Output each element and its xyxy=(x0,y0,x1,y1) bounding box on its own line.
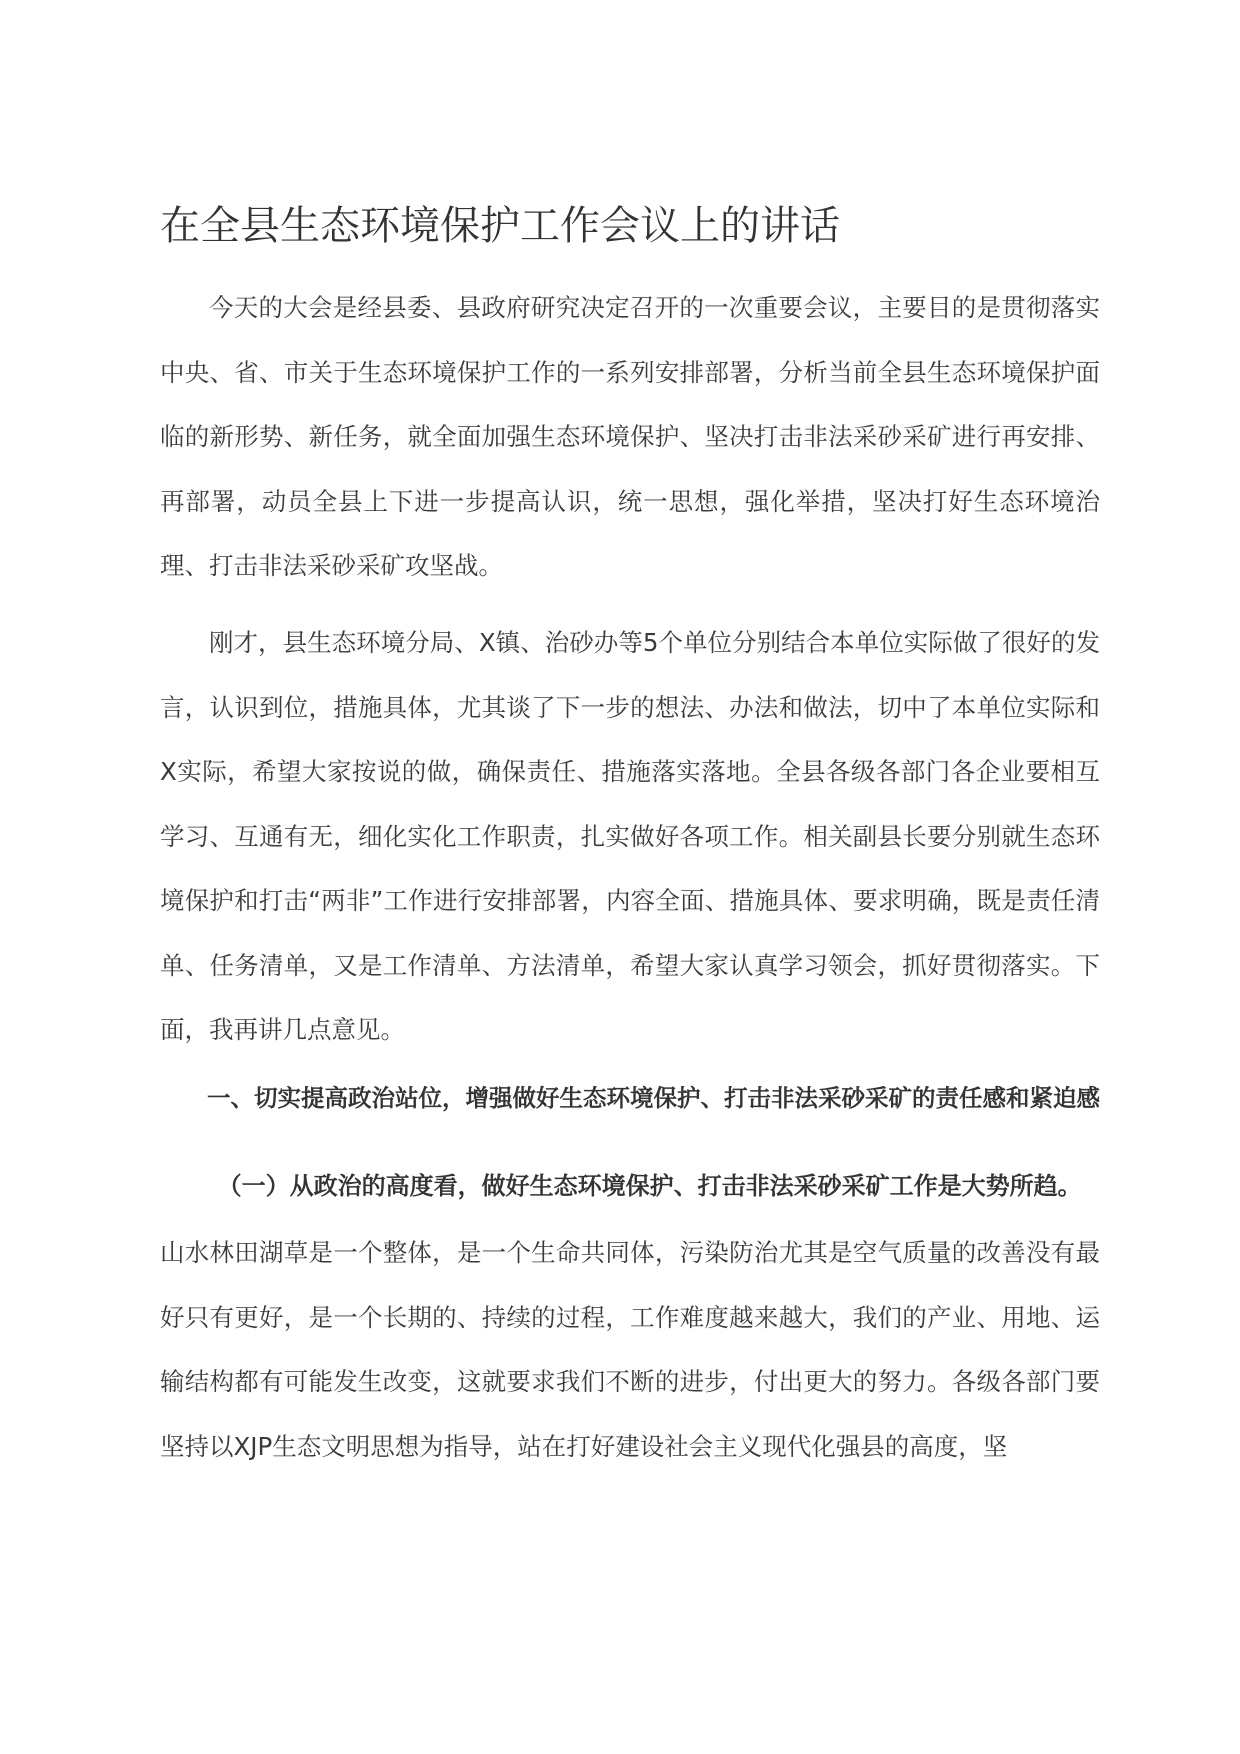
paragraph-intro: 今天的大会是经县委、县政府研究决定召开的一次重要会议，主要目的是贯彻落实中央、省、市关于生态环境保护工作的一系列安排部署，分析当前全县生态环境保护面临的新形势、新任务，就全面加强生态环境保护、坚决打击非法采砂采矿进行再安排、再部署，动员全县上下进一步提高认识，统一思想，强化举措，坚决打好生态环境治理、打击非法采砂采矿攻坚战。 xyxy=(160,293,1100,580)
paragraph-speeches-summary: 刚才，县生态环境分局、X镇、治砂办等5个单位分别结合本单位实际做了很好的发言，认识到位，措施具体，尤其谈了下一步的想法、办法和做法，切中了本单位实际和X实际，希望大家按说的做，确保责任、措施落实落地。全县各级各部门各企业要相互学习、互通有无，细化实化工作职责，扎实做好各项工作。相关副县长要分别就生态环境保护和打击“两非”工作进行安排部署，内容全面、措施具体、要求明确，既是责任清单、任务清单，又是工作清单、方法清单，希望大家认真学习领会，抓好贯彻落实。下面，我再讲几点意见。 xyxy=(160,628,1100,1044)
subsection-heading: （一）从政治的高度看，做好生态环境保护、打击非法采砂采矿工作是大势所趋。 xyxy=(217,1172,1082,1200)
subsection-body: 山水林田湖草是一个整体，是一个生命共同体，污染防治尤其是空气质量的改善没有最好只有更好，是一个长期的、持续的过程，工作难度越来越大，我们的产业、用地、运输结构都有可能发生改变，这就要求我们不断的进步，付出更大的努力。各级各部门要坚持以XJP生态文明思想为指导，站在打好建设社会主义现代化强县的高度，坚 xyxy=(160,1238,1100,1461)
document-title: 在全县生态环境保护工作会议上的讲话 xyxy=(160,203,840,249)
section-heading: 一、切实提高政治站位，增强做好生态环境保护、打击非法采砂采矿的责任感和紧迫感 xyxy=(207,1084,1100,1112)
